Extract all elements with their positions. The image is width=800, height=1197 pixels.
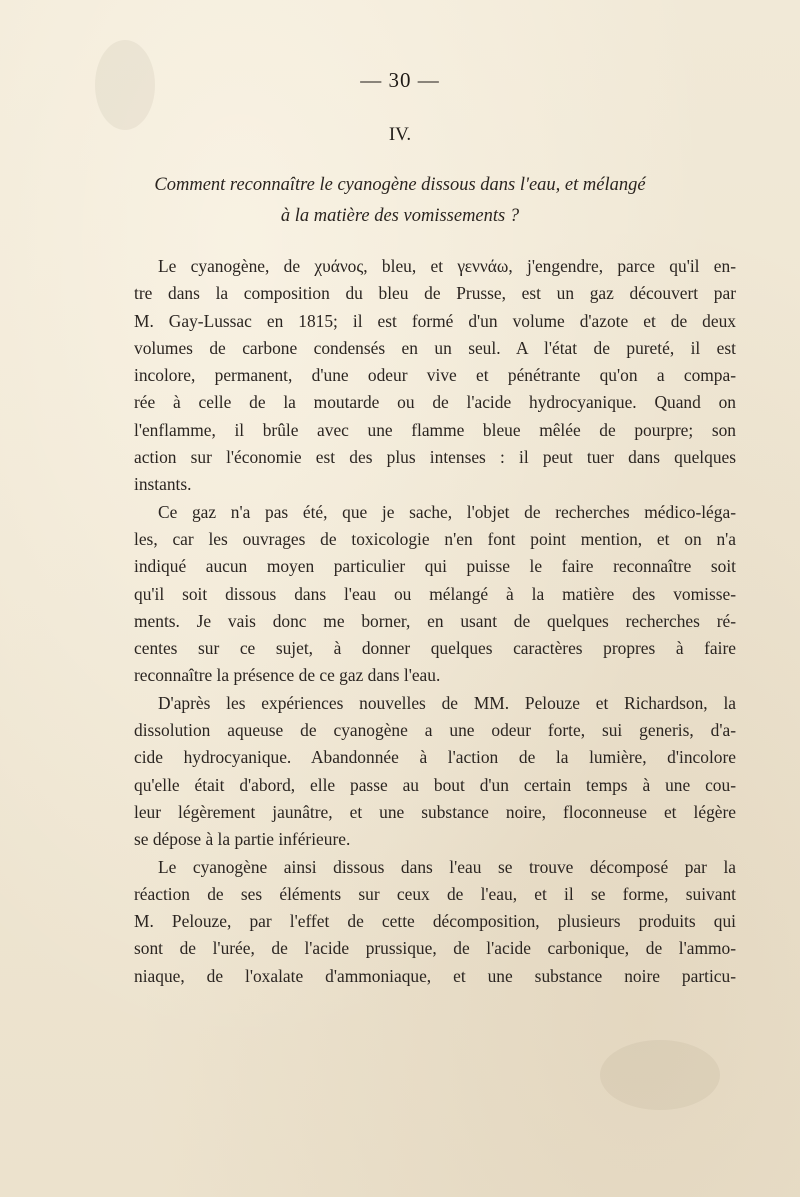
page-number: — 30 — (360, 68, 440, 92)
text-line: indiqué aucun moyen particulier qui puisse le faire reconnaître soit (134, 556, 736, 577)
text-line: M. Gay-Lussac en 1815; il est formé d'un volume d'azote et de deux (134, 310, 736, 331)
text-line: rée à celle de la moutarde ou de l'acide hydrocyanique. Quand on (134, 392, 736, 413)
text-line: se dépose à la partie inférieure. (134, 829, 351, 850)
text-line: cide hydrocyanique. Abandonnée à l'action de la lumière, d'incolore (134, 747, 736, 768)
paragraph-2 (134, 499, 736, 690)
text-line: action sur l'économie est des plus intenses : il peut tuer dans quelques (134, 447, 736, 468)
text-line: Le cyanogène, de χυάνος, bleu, et γεννάω, j'engendre, parce qu'il en- (158, 256, 736, 276)
text-line: sont de l'urée, de l'acide prussique, de l'acide carbonique, de l'ammo- (134, 938, 736, 959)
section-heading (120, 170, 680, 232)
text-line: Ce gaz n'a pas été, que je sache, l'objet de recherches médico-léga- (158, 501, 736, 522)
text-line: M. Pelouze, par l'effet de cette décomposition, plusieurs produits qui (134, 911, 736, 932)
paragraph-4 (134, 854, 736, 990)
text-line: D'après les expériences nouvelles de MM. Pelouze et Richardson, la (158, 692, 736, 713)
text-line: réaction de ses éléments sur ceux de l'eau, et il se forme, suivant (134, 883, 736, 904)
heading-line-1: Comment reconnaître le cyanogène dissous dans l'eau, et mélangé (154, 175, 646, 195)
text-line: ments. Je vais donc me borner, en usant de quelques recherches ré- (134, 610, 736, 631)
text-line: qu'elle était d'abord, elle passe au bout d'un certain temps à une cou- (134, 774, 736, 795)
body-text (134, 253, 736, 990)
text-line: volumes de carbone condensés en un seul. A l'état de pureté, il est (134, 337, 736, 358)
text-line: niaque, de l'oxalate d'ammoniaque, et une substance noire particu- (134, 965, 736, 986)
paragraph-1 (134, 253, 736, 499)
text-line: les, car les ouvrages de toxicologie n'en font point mention, et on n'a (134, 528, 736, 549)
paragraph-3 (134, 690, 736, 854)
section-number: IV. (388, 124, 412, 145)
text-line: reconnaître la présence de ce gaz dans l'eau. (134, 665, 441, 686)
text-line: leur légèrement jaunâtre, et une substance noire, floconneuse et légère (134, 801, 736, 822)
text-line: Le cyanogène ainsi dissous dans l'eau se trouve décomposé par la (158, 856, 736, 877)
text-line: tre dans la composition du bleu de Prusse, est un gaz découvert par (134, 283, 736, 304)
text-line: incolore, permanent, d'une odeur vive et pénétrante qu'on a compa- (134, 365, 736, 386)
heading-line-2: à la matière des vomissements ? (280, 206, 520, 226)
text-line: qu'il soit dissous dans l'eau ou mélangé à la matière des vomisse- (134, 583, 736, 604)
text-line: l'enflamme, il brûle avec une flamme bleue mêlée de pourpre; son (134, 419, 736, 440)
paper-stain (600, 1040, 720, 1110)
text-line: centes sur ce sujet, à donner quelques caractères propres à faire (134, 638, 736, 659)
text-line: dissolution aqueuse de cyanogène a une odeur forte, sui generis, d'a- (134, 720, 736, 741)
text-line: instants. (134, 474, 192, 495)
